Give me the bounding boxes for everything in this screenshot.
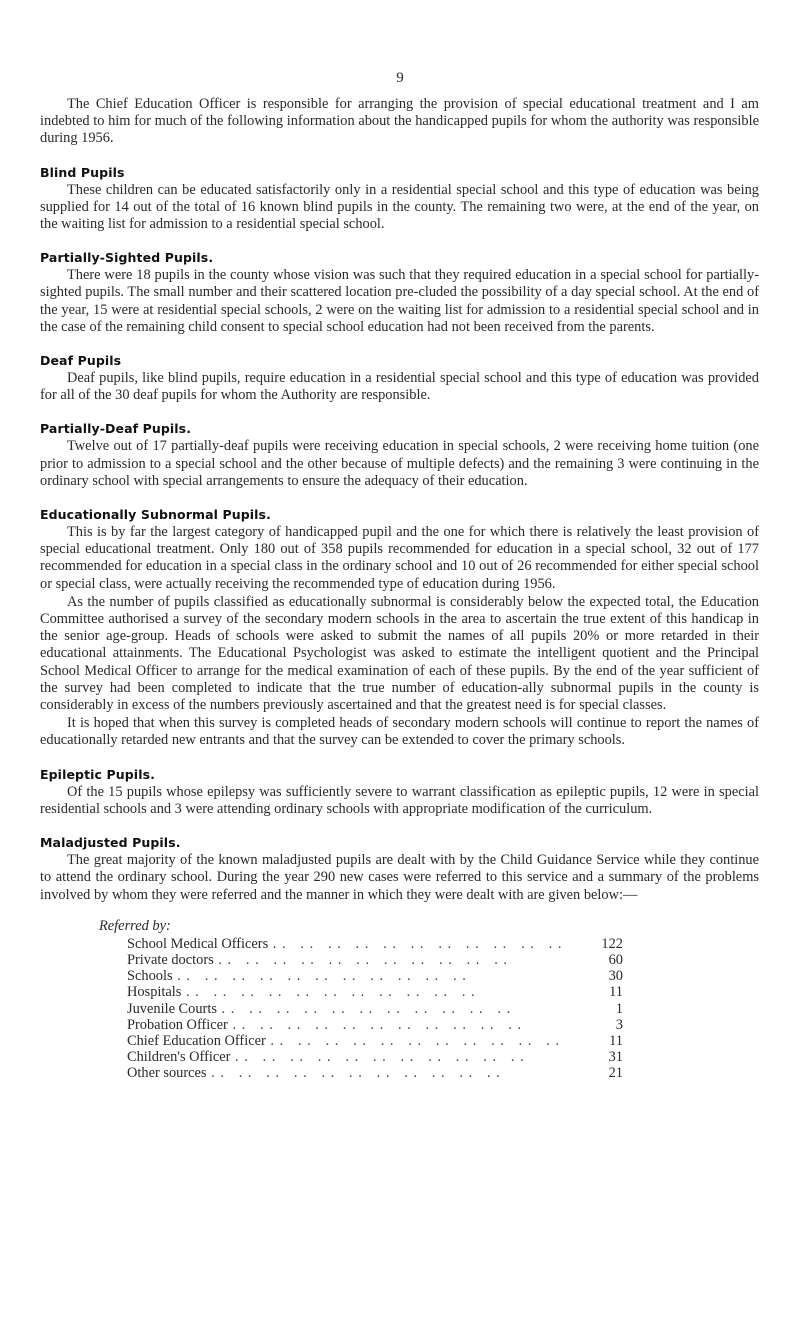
intro-paragraph: The Chief Education Officer is responsible for arranging the provision of special educational treatment and I am indebted to him for much of the following information about the handicapped pupils for whom the authority was responsible during 1956. [40, 96, 759, 147]
section-heading: Partially-Deaf Pupils. [40, 421, 192, 437]
referral-count: 21 [608, 1065, 623, 1082]
section-paragraph: Of the 15 pupils whose epilepsy was sufficiently severe to warrant classification as epileptic pupils, 12 were in special residential schools and 3 were attending ordinary schools with appropriate modification of the curriculum. [40, 783, 759, 817]
section-paragraph: There were 18 pupils in the county whose vision was such that they required education in a special school for partially-sighted pupils. The small number and their scattered location pre-cluded the possibility of a day special school. At the end of the year, 15 were at residential special schools, 2 were on the waiting list for admission to a residential special school and in the case of the remaining child consent to special school education had not been received from the parents. [40, 267, 759, 335]
section-heading: Maladjusted Pupils. [40, 835, 181, 851]
referral-count: 11 [609, 984, 623, 1001]
section-heading: Epileptic Pupils. [40, 766, 155, 782]
referral-count: 122 [601, 935, 623, 952]
referral-source-label: Private doctors . . [127, 952, 589, 968]
section-heading: Partially-Sighted Pupils. [40, 250, 214, 266]
referral-count: 31 [608, 1049, 623, 1066]
referral-count: 30 [608, 968, 623, 985]
page-number: 9 [396, 70, 404, 86]
table-row [127, 1033, 623, 1049]
section-maladjusted-pupils [40, 835, 759, 904]
table-row [127, 1065, 623, 1081]
table-row [127, 1049, 623, 1065]
section-heading: Blind Pupils [40, 164, 125, 180]
referral-source-label: School Medical Officers . . [127, 936, 589, 952]
referral-table-title: Referred by: [99, 917, 171, 934]
section-heading: Deaf Pupils [40, 353, 122, 369]
section-partially-deaf-pupils [40, 421, 759, 490]
referral-source-label: Probation Officer . . [127, 1017, 589, 1033]
table-row [127, 1001, 623, 1017]
referral-source-label: Other sources . . [127, 1065, 589, 1081]
referral-source-label: Hospitals . . [127, 984, 589, 1000]
referral-count: 11 [609, 1032, 623, 1049]
section-paragraph: This is by far the largest category of handicapped pupil and the one for which there is relatively the least provision of special educational treatment. Only 180 out of 358 pupils recommended for education in a special school, 32 out of 177 recommended for education in a special class in the ordinary school and 10 out of 26 recommended for either special school or special class, were actually receiving the recommended type of education during 1956. [40, 524, 759, 592]
section-paragraph: These children can be educated satisfactorily only in a residential special school and this type of education was being supplied for 14 out of the total of 16 known blind pupils in the county. The remaining two were, at the end of the year, on the waiting list for admission to a residential special school. [40, 181, 759, 233]
referral-source-label: Juvenile Courts . . [127, 1001, 589, 1017]
table-row [127, 952, 623, 968]
referral-count: 3 [615, 1016, 623, 1033]
document-body [40, 96, 759, 1082]
referral-source-label: Children's Officer . . [127, 1049, 589, 1065]
section-paragraph: The great majority of the known maladjusted pupils are dealt with by the Child Guidance Service while they continue to attend the ordinary school. During the year 290 new cases were referred to this service and a summary of the problems involved by whom they were referred and the manner in which they were dealt with are given below:— [40, 852, 759, 903]
table-row [127, 968, 623, 984]
referral-count: 1 [615, 1000, 623, 1017]
referral-count: 60 [608, 951, 623, 968]
section-paragraph: Twelve out of 17 partially-deaf pupils were receiving education in special schools, 2 were receiving home tuition (one prior to admission to a special school and the other because of multiple defects) and the remaining 3 were continuing in the ordinary school with special arrangements to ensure the adequacy of their education. [40, 438, 759, 489]
section-deaf-pupils [40, 353, 759, 404]
table-row [127, 984, 623, 1000]
referral-source-label: Chief Education Officer . . [127, 1033, 589, 1049]
referral-source-label: Schools . . [127, 968, 589, 984]
section-partially-sighted-pupils [40, 250, 759, 336]
section-epileptic-pupils [40, 767, 759, 818]
table-row [127, 1017, 623, 1033]
section-paragraph: It is hoped that when this survey is completed heads of secondary modern schools will continue to report the names of educationally retarded new entrants and that the survey can be extended to cover the primary schools. [40, 715, 759, 749]
section-blind-pupils [40, 165, 759, 234]
section-heading: Educationally Subnormal Pupils. [40, 507, 271, 523]
referral-table [99, 918, 623, 1082]
section-paragraph: As the number of pupils classified as educationally subnormal is considerably below the expected total, the Education Committee authorised a survey of the secondary modern schools in the area to ascertain the true extent of this handicap in the senior age-group. Heads of schools were asked to submit the names of all pupils 20% or more retarded in their educational attainments. The Educational Psychologist was asked to estimate the intelligent quotient and the Principal School Medical Officer to arrange for the medical examination of each of these pupils. By the end of the year sufficient of the survey had been completed to indicate that the true number of education-ally subnormal pupils in the county is considerably in excess of the numbers previously ascertained and that the greatest need is for special classes. [40, 593, 759, 714]
table-row [127, 936, 623, 952]
section-educationally-subnormal-pupils [40, 507, 759, 750]
section-paragraph: Deaf pupils, like blind pupils, require education in a residential special school and this type of education was provided for all of the 30 deaf pupils for whom the Authority are responsible. [40, 370, 759, 404]
